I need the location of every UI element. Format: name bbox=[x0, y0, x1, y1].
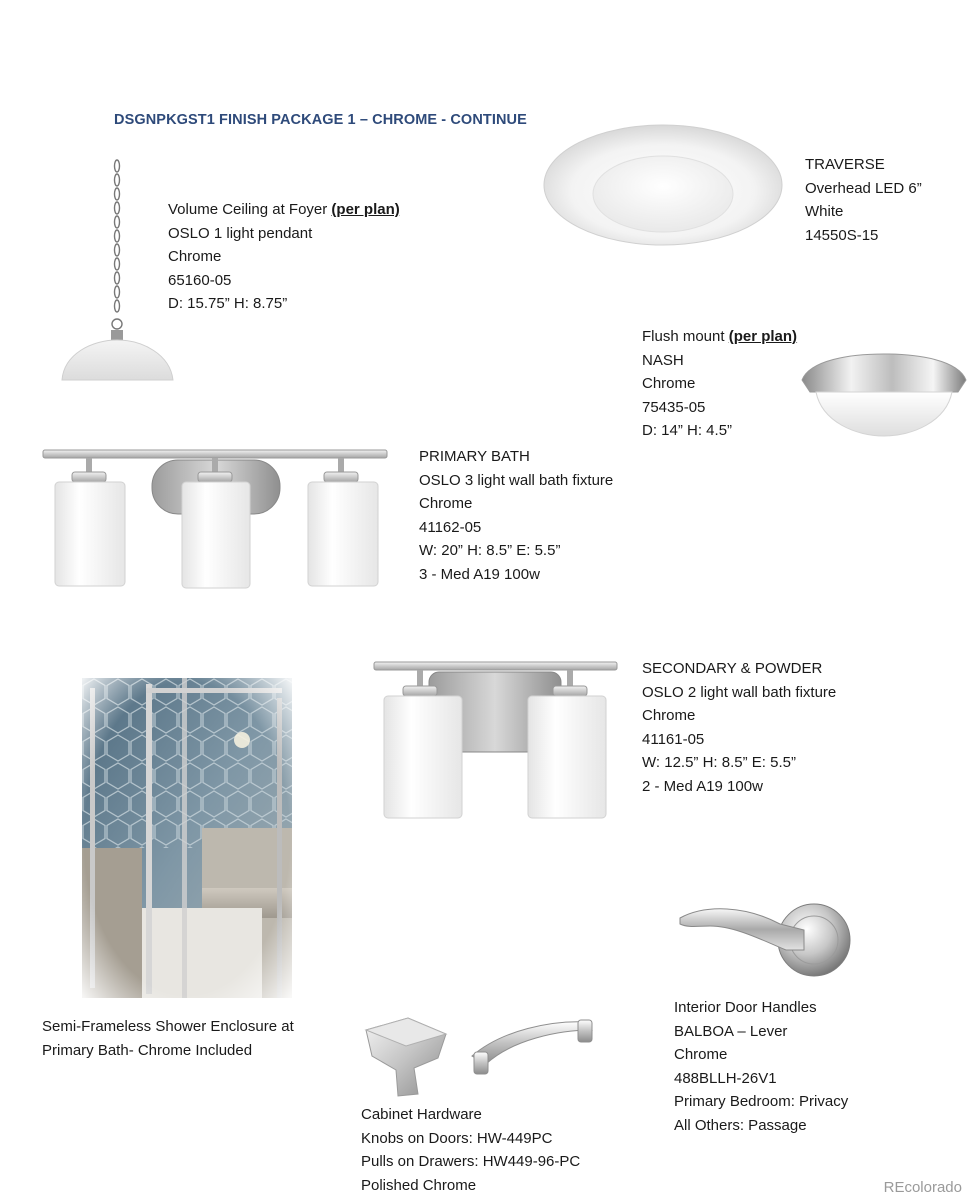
shower-enclosure-photo bbox=[82, 678, 292, 998]
door-handle-passage: All Others: Passage bbox=[674, 1116, 807, 1134]
flush-dimensions: D: 14” H: 4.5” bbox=[642, 422, 733, 440]
flush-finish: Chrome bbox=[642, 375, 696, 393]
door-handle-image bbox=[676, 896, 856, 982]
pendant-location: Volume Ceiling at Foyer bbox=[168, 201, 332, 218]
pendant-model: OSLO 1 light pendant bbox=[168, 224, 313, 242]
traverse-type: Overhead LED 6” bbox=[805, 179, 922, 197]
cabinet-finish: Polished Chrome bbox=[361, 1176, 477, 1194]
traverse-name: TRAVERSE bbox=[805, 156, 885, 173]
traverse-sku: 14550S-15 bbox=[805, 226, 879, 244]
primary-bath-fixture-image bbox=[42, 446, 388, 592]
pendant-sku: 65160-05 bbox=[168, 271, 232, 289]
door-handle-finish: Chrome bbox=[674, 1046, 728, 1064]
per-plan-note: (per plan) bbox=[728, 328, 798, 345]
cabinet-hardware-image bbox=[362, 1012, 596, 1098]
cabinet-hardware-title: Cabinet Hardware bbox=[361, 1106, 482, 1123]
traverse-spec bbox=[805, 153, 922, 247]
secondary-fixture-image bbox=[373, 658, 619, 822]
cabinet-knobs: Knobs on Doors: HW-449PC bbox=[361, 1129, 553, 1147]
secondary-spec bbox=[642, 657, 836, 799]
recolorado-watermark: REcolorado bbox=[883, 1179, 962, 1196]
shower-line-2: Primary Bath- Chrome Included bbox=[42, 1041, 253, 1059]
door-handle-title: Interior Door Handles bbox=[674, 999, 817, 1016]
primary-bath-sku: 41162-05 bbox=[419, 518, 482, 536]
per-plan-note: (per plan) bbox=[331, 201, 400, 218]
page-heading: DSGNPKGST1 FINISH PACKAGE 1 – CHROME - CONTINUE bbox=[114, 112, 527, 128]
primary-bath-dimensions: W: 20” H: 8.5” E: 5.5” bbox=[419, 542, 561, 560]
primary-bath-model: OSLO 3 light wall bath fixture bbox=[419, 471, 614, 489]
primary-bath-finish: Chrome bbox=[419, 495, 473, 513]
secondary-bulbs: 2 - Med A19 100w bbox=[642, 777, 763, 795]
flush-location: Flush mount bbox=[642, 328, 729, 345]
primary-bath-bulbs: 3 - Med A19 100w bbox=[419, 565, 540, 583]
pendant-dimensions: D: 15.75” H: 8.75” bbox=[168, 295, 288, 313]
primary-bath-spec bbox=[419, 445, 613, 587]
pendant-spec bbox=[168, 198, 400, 316]
pendant-image bbox=[58, 158, 178, 386]
secondary-finish: Chrome bbox=[642, 707, 696, 725]
shower-spec bbox=[42, 1015, 294, 1062]
flush-sku: 75435-05 bbox=[642, 398, 706, 416]
secondary-dimensions: W: 12.5” H: 8.5” E: 5.5” bbox=[642, 754, 796, 772]
flush-spec bbox=[642, 325, 797, 443]
door-handle-spec bbox=[674, 996, 848, 1138]
flush-mount-image bbox=[800, 350, 968, 440]
cabinet-hardware-spec bbox=[361, 1103, 580, 1197]
traverse-image bbox=[543, 122, 783, 252]
secondary-location: SECONDARY & POWDER bbox=[642, 660, 823, 677]
cabinet-pulls: Pulls on Drawers: HW449-96-PC bbox=[361, 1153, 581, 1171]
pendant-finish: Chrome bbox=[168, 248, 222, 266]
shower-line-1: Semi-Frameless Shower Enclosure at bbox=[42, 1018, 294, 1035]
door-handle-model: BALBOA – Lever bbox=[674, 1022, 788, 1040]
traverse-finish: White bbox=[805, 203, 844, 221]
secondary-model: OSLO 2 light wall bath fixture bbox=[642, 683, 837, 701]
secondary-sku: 41161-05 bbox=[642, 730, 705, 748]
door-handle-sku: 488BLLH-26V1 bbox=[674, 1069, 777, 1087]
flush-model: NASH bbox=[642, 351, 684, 369]
primary-bath-location: PRIMARY BATH bbox=[419, 448, 530, 465]
door-handle-privacy: Primary Bedroom: Privacy bbox=[674, 1093, 849, 1111]
